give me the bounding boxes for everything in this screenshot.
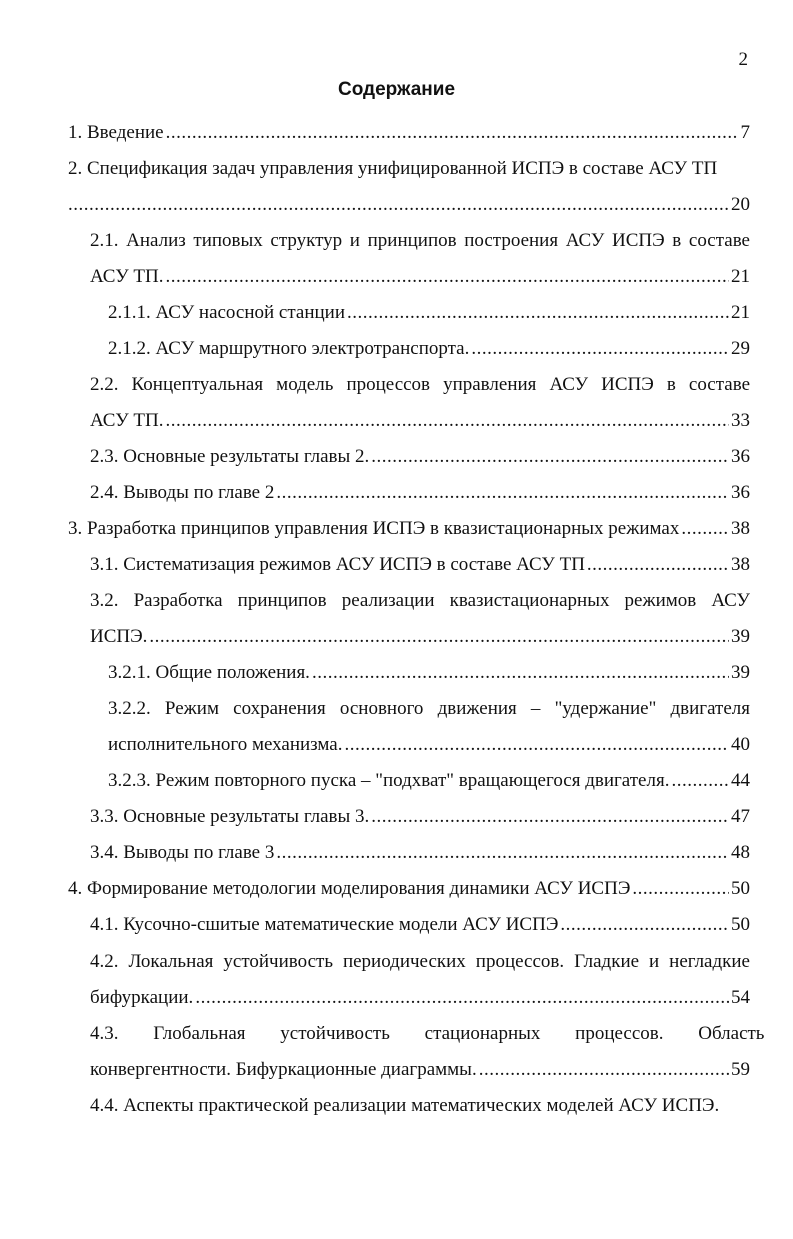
toc-page-number: 33 <box>731 410 750 431</box>
toc-page-number: 47 <box>731 806 750 827</box>
toc-entry-text: 2.2. Концептуальная модель процессов управления АСУ ИСПЭ в составе <box>90 374 750 395</box>
toc-entry-text: 4.2. Локальная устойчивость периодических процессов. Гладкие и негладкие <box>90 951 750 972</box>
toc-entry-text: 3.2.3. Режим повторного пуска – "подхват" вращающегося двигателя. <box>108 770 670 791</box>
toc-entry-text: 4.4. Аспекты практической реализации математических моделей АСУ ИСПЭ. <box>90 1095 720 1116</box>
toc-entry-text: 3.2. Разработка принципов реализации квазистационарных режимов АСУ <box>90 590 750 611</box>
toc-leader <box>587 553 729 577</box>
toc-entry-text: ИСПЭ. <box>90 626 148 647</box>
toc-leader <box>165 265 729 289</box>
toc-leader <box>371 445 729 469</box>
toc-page-number: 40 <box>731 734 750 755</box>
toc-page-number: 7 <box>740 122 750 143</box>
toc-page-number: 38 <box>731 554 750 575</box>
toc-entry-2-1-2[interactable] <box>108 337 750 361</box>
toc-leader <box>560 913 729 937</box>
toc-entry-text: конвергентности. Бифуркационные диаграммы. <box>90 1059 477 1080</box>
toc-entry-text: АСУ ТП. <box>90 266 164 287</box>
toc-entry-2-4[interactable] <box>90 481 750 505</box>
toc-leader <box>149 625 729 649</box>
page-title: Содержание <box>337 79 456 100</box>
toc-entry-text: 2. Спецификация задач управления унифицированной ИСПЭ в составе АСУ ТП <box>68 158 718 179</box>
toc-entry-4-2-line1[interactable] <box>90 950 750 974</box>
toc-page-number: 54 <box>731 987 750 1008</box>
page-number: 2 <box>738 49 748 70</box>
toc-page-number: 59 <box>731 1059 750 1080</box>
toc-entry-text: 2.1.2. АСУ маршрутного электротранспорта. <box>108 338 470 359</box>
toc-entry-2-1-line1[interactable] <box>90 229 750 253</box>
toc-entry-text: 3.1. Систематизация режимов АСУ ИСПЭ в составе АСУ ТП <box>90 554 585 575</box>
toc-leader <box>671 769 729 793</box>
toc-entry-2-1-line2[interactable] <box>90 265 750 289</box>
toc-leader <box>471 337 729 361</box>
toc-entry-2-2-line2[interactable] <box>90 409 750 433</box>
toc-leader <box>371 805 729 829</box>
toc-page-number: 21 <box>731 302 750 323</box>
toc-entry-3[interactable] <box>68 517 750 541</box>
toc-leader <box>681 517 729 541</box>
toc-entry-4-3-line1[interactable] <box>90 1022 765 1046</box>
toc-entry-4-1[interactable] <box>90 913 750 937</box>
toc-entry-text: АСУ ТП. <box>90 410 164 431</box>
toc-entry-3-1[interactable] <box>90 553 750 577</box>
toc-leader <box>312 661 729 685</box>
toc-page-number: 38 <box>731 518 750 539</box>
toc-entry-2-1-1[interactable] <box>108 301 750 325</box>
toc-entry-text: 3.4. Выводы по главе 3 <box>90 842 275 863</box>
toc-entry-1[interactable] <box>68 121 750 145</box>
toc-page-number: 21 <box>731 266 750 287</box>
toc-leader <box>165 409 729 433</box>
toc-entry-3-4[interactable] <box>90 841 750 865</box>
toc-entry-2-line1[interactable] <box>68 157 750 181</box>
toc-entry-text: 2.1. Анализ типовых структур и принципов построения АСУ ИСПЭ в составе <box>90 230 750 251</box>
toc-entry-3-2-2-line1[interactable] <box>108 697 750 721</box>
toc-leader <box>479 1058 729 1082</box>
toc-page-number: 44 <box>731 770 750 791</box>
toc-entry-3-2-line2[interactable] <box>90 625 750 649</box>
toc-page-number: 39 <box>731 626 750 647</box>
toc-entry-text: 2.3. Основные результаты главы 2. <box>90 446 370 467</box>
toc-entry-text: исполнительного механизма. <box>108 734 343 755</box>
toc-page-number: 20 <box>731 194 750 215</box>
toc-entry-text: 2.4. Выводы по главе 2 <box>90 482 275 503</box>
toc-entry-4-4[interactable] <box>90 1094 750 1118</box>
toc-entry-3-2-line1[interactable] <box>90 589 750 613</box>
toc-entry-2-2-line1[interactable] <box>90 373 750 397</box>
toc-leader <box>195 986 729 1010</box>
toc-leader <box>68 193 729 217</box>
toc-page-number: 39 <box>731 662 750 683</box>
toc-entry-text: 2.1.1. АСУ насосной станции <box>108 302 345 323</box>
toc-entry-text: 1. Введение <box>68 122 164 143</box>
toc-entry-3-2-3[interactable] <box>108 769 750 793</box>
toc-entry-3-2-2-line2[interactable] <box>108 733 750 757</box>
toc-leader <box>276 841 729 865</box>
toc-entry-text: бифуркации. <box>90 987 194 1008</box>
toc-page-number: 50 <box>731 878 750 899</box>
toc-page-number: 36 <box>731 446 750 467</box>
toc-leader <box>345 733 730 757</box>
toc-entry-text: 4.1. Кусочно-сшитые математические модели АСУ ИСПЭ <box>90 914 559 935</box>
toc-leader <box>347 301 729 325</box>
toc-leader <box>276 481 729 505</box>
toc-page-number: 29 <box>731 338 750 359</box>
toc-entry-2-3[interactable] <box>90 445 750 469</box>
toc-page-number: 36 <box>731 482 750 503</box>
toc-entry-4[interactable] <box>68 877 750 901</box>
toc-entry-text: 3.3. Основные результаты главы 3. <box>90 806 370 827</box>
toc-page-number: 50 <box>731 914 750 935</box>
toc-entry-2-line2[interactable] <box>68 193 750 217</box>
toc-entry-text: 4.3. Глобальная устойчивость стационарных процессов. Область <box>90 1023 765 1044</box>
toc-entry-text: 3. Разработка принципов управления ИСПЭ в квазистационарных режимах <box>68 518 680 539</box>
toc-leader <box>632 877 729 901</box>
toc-entry-4-3-line2[interactable] <box>90 1058 750 1082</box>
toc-page-number: 48 <box>731 842 750 863</box>
toc-entry-text: 4. Формирование методологии моделирования динамики АСУ ИСПЭ <box>68 878 631 899</box>
toc-entry-3-2-1[interactable] <box>108 661 750 685</box>
toc-entry-3-3[interactable] <box>90 805 750 829</box>
toc-leader <box>166 121 739 145</box>
toc-entry-4-2-line2[interactable] <box>90 986 750 1010</box>
toc-entry-text: 3.2.2. Режим сохранения основного движения – "удержание" двигателя <box>108 698 750 719</box>
toc-entry-text: 3.2.1. Общие положения. <box>108 662 310 683</box>
